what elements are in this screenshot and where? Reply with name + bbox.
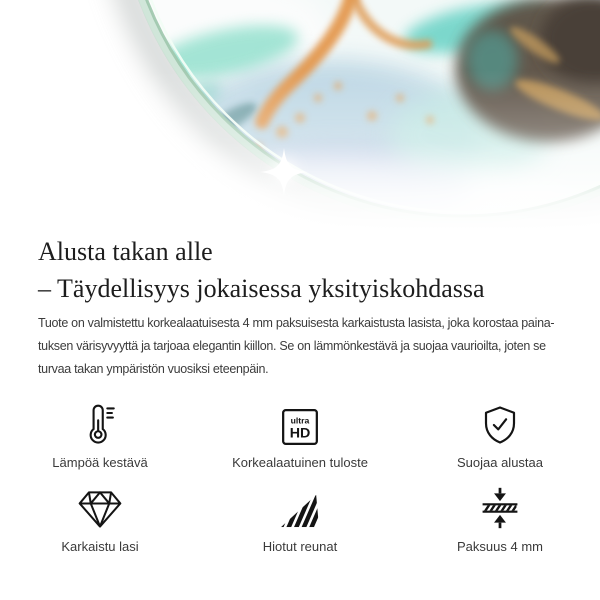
diamond-icon — [76, 484, 124, 530]
page-title-line2: – Täydellisyys jokaisessa yksityiskohdassa — [38, 274, 485, 303]
feature-grid — [0, 398, 600, 554]
feature-label: Suojaa alustaa — [456, 455, 543, 470]
page-title — [38, 233, 485, 307]
product-image — [0, 0, 600, 235]
glass-panel-image — [0, 0, 600, 235]
description-line: turvaa takan ympäristön vuosiksi eteenpäin. — [38, 362, 269, 376]
description-line: tuksen värisyvyyttä ja tarjoaa elegantin kiillon. Se on lämmönkestävä ja suojaa vaurioilta, joten se — [38, 339, 546, 353]
shield-check-icon — [479, 400, 521, 446]
thermometer-icon — [78, 400, 122, 446]
thickness-icon — [478, 484, 522, 530]
feature-polished-edges — [200, 482, 400, 554]
feature-tempered-glass — [0, 482, 200, 554]
ultra-hd-badge-top: ultra — [290, 415, 310, 426]
white-fade-overlay — [0, 60, 600, 235]
page-title-line1: Alusta takan alle — [38, 237, 213, 266]
description-line: Tuote on valmistettu korkealaatuisesta 4 mm paksuisesta karkaistusta lasista, joka korostaa paina- — [38, 316, 555, 330]
feature-thickness — [400, 482, 600, 554]
ultra-hd-badge-bottom: HD — [289, 425, 311, 442]
feature-high-quality-print — [200, 398, 400, 470]
ultra-hd-icon — [281, 400, 319, 446]
product-description — [38, 312, 554, 381]
feature-label: Korkealaatuinen tuloste — [232, 455, 368, 470]
feature-heat-resistant — [0, 398, 200, 470]
polished-edges-icon — [279, 484, 321, 530]
feature-protects-surface — [400, 398, 600, 470]
feature-label: Paksuus 4 mm — [457, 539, 543, 554]
feature-label: Hiotut reunat — [262, 539, 338, 554]
feature-label: Lämpöä kestävä — [52, 455, 148, 470]
feature-label: Karkaistu lasi — [61, 539, 139, 554]
